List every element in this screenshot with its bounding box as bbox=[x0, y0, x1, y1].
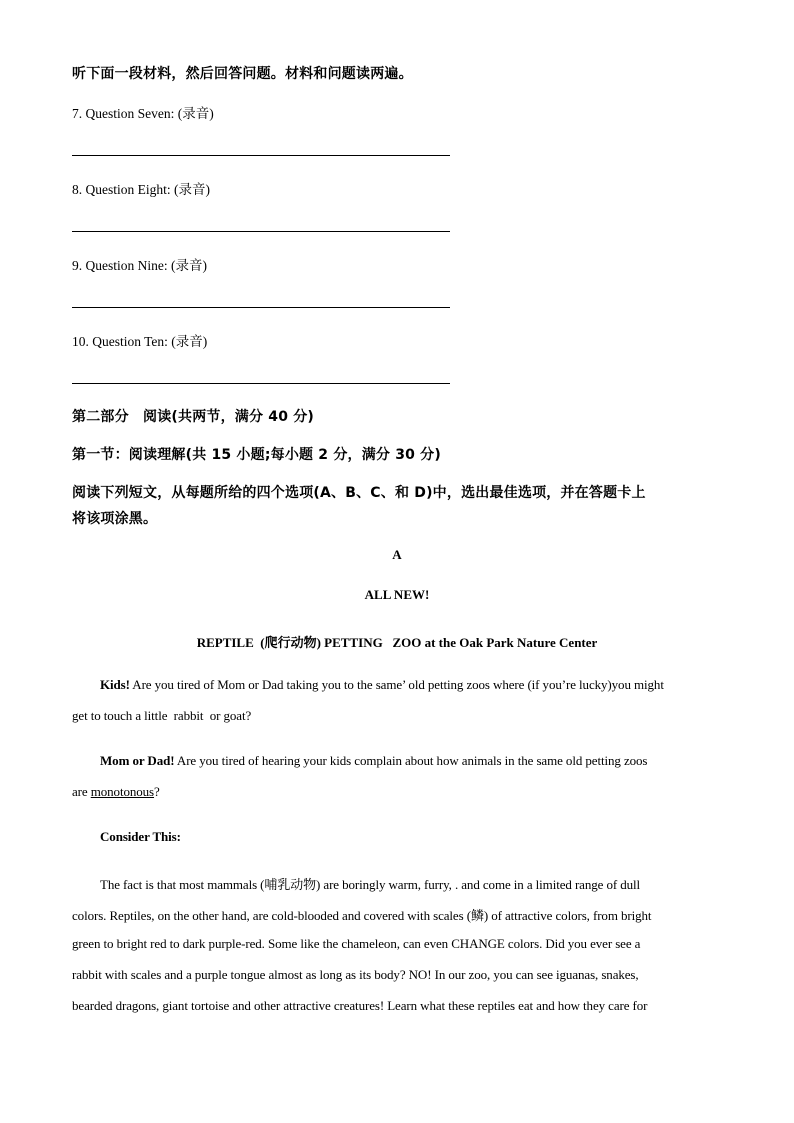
passage-letter: A bbox=[392, 547, 402, 562]
paragraph-3-line-3: green to bright red to dark purple-red. Some like the chameleon, can even CHANGE colors. Did you ever see a bbox=[72, 936, 641, 951]
paragraph-3-line-5: bearded dragons, giant tortoise and other attractive creatures! Learn what these reptiles eat and how they care for bbox=[72, 998, 648, 1013]
section-one-title: 第一节：阅读理解(共 15 小题;每小题 2 分，满分 30 分) bbox=[72, 447, 441, 463]
passage-subtitle: REPTILE (爬行动物) PETTING ZOO at the Oak Park Nature Center bbox=[196, 635, 598, 650]
question-7-answer-line bbox=[72, 155, 450, 156]
question-8-label: 8. Question Eight: (录音) bbox=[72, 182, 210, 197]
paragraph-2-line-2 bbox=[72, 784, 160, 800]
question-9-answer-line bbox=[72, 307, 450, 308]
paragraph-2-suffix: ? bbox=[154, 784, 160, 799]
paragraph-1-line-2: get to touch a little rabbit or goat? bbox=[72, 708, 252, 723]
question-7-label: 7. Question Seven: (录音) bbox=[72, 106, 214, 121]
paragraph-1-text: Are you tired of Mom or Dad taking you to the same’ old petting zoos where (if you’re lucky)you might bbox=[129, 677, 664, 692]
question-10-answer-line bbox=[72, 383, 450, 384]
paragraph-3-line-2: colors. Reptiles, on the other hand, are cold-blooded and covered with scales (鳞) of attractive colors, from bright bbox=[72, 908, 652, 923]
paragraph-1-line-1 bbox=[100, 677, 664, 693]
underlined-word-monotonous: monotonous bbox=[90, 784, 155, 799]
passage-headline: ALL NEW! bbox=[364, 587, 430, 602]
paragraph-3-line-1: The fact is that most mammals (哺乳动物) are boringly warm, furry, . and come in a limited range of dull bbox=[100, 877, 641, 892]
paragraph-2-lead: Mom or Dad! bbox=[100, 753, 175, 768]
paragraph-2-text: Are you tired of hearing your kids complain about how animals in the same old petting zoos bbox=[174, 753, 648, 768]
paragraph-3-line-4: rabbit with scales and a purple tongue almost as long as its body? NO! In our zoo, you can see iguanas, snakes, bbox=[72, 967, 639, 982]
reading-instruction-line-2: 将该项涂黑。 bbox=[72, 511, 158, 527]
question-9-label: 9. Question Nine: (录音) bbox=[72, 258, 207, 273]
reading-instruction-line-1: 阅读下列短文，从每题所给的四个选项(A、B、C、和 D)中，选出最佳选项，并在答题卡上 bbox=[72, 485, 646, 501]
paragraph-1-lead: Kids! bbox=[100, 677, 130, 692]
listening-instruction: 听下面一段材料，然后回答问题。材料和问题读两遍。 bbox=[72, 66, 413, 82]
consider-heading: Consider This: bbox=[100, 829, 181, 844]
part-two-title: 第二部分 阅读(共两节，满分 40 分) bbox=[72, 409, 315, 425]
question-8-answer-line bbox=[72, 231, 450, 232]
paragraph-2-line-1 bbox=[100, 753, 647, 769]
question-10-label: 10. Question Ten: (录音) bbox=[72, 334, 208, 349]
paragraph-2-prefix: are bbox=[72, 784, 91, 799]
